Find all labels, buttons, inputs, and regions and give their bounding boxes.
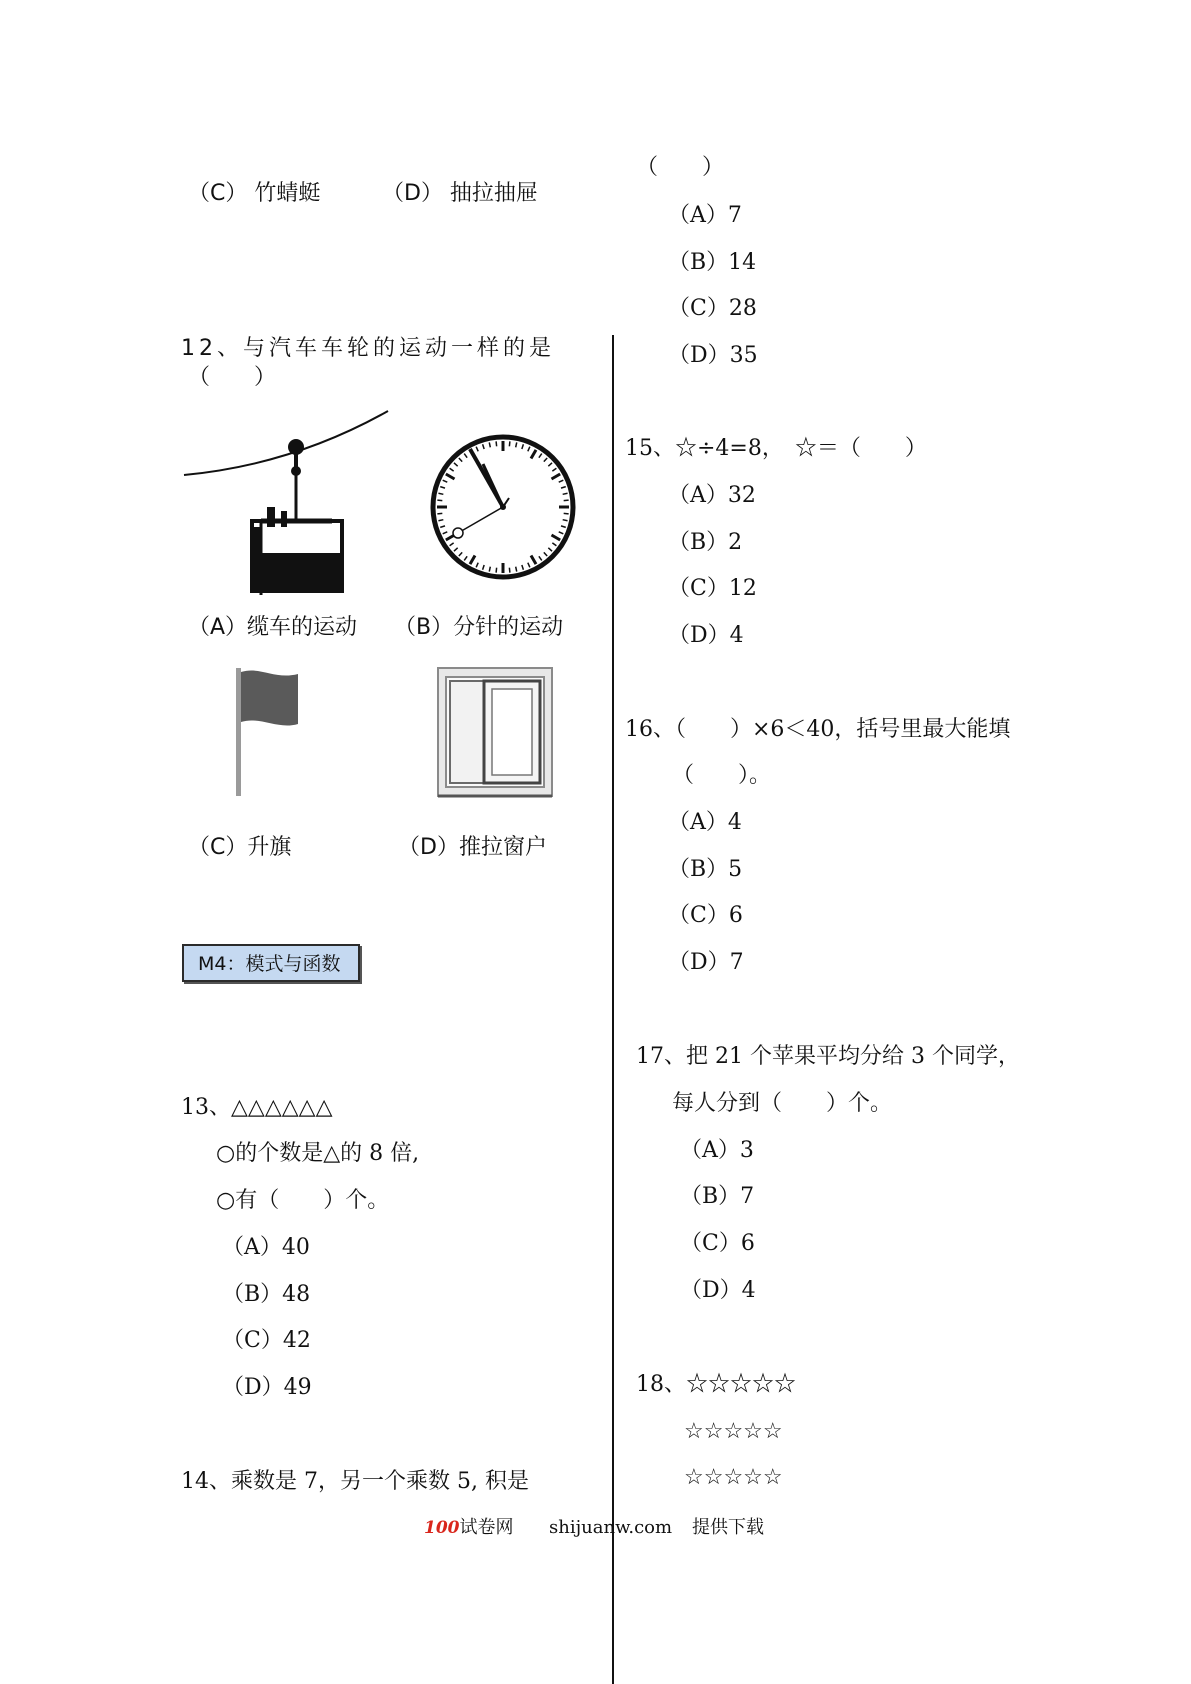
clock-tick — [438, 493, 443, 494]
q16-option-a: （A）4 — [668, 810, 742, 835]
q16-option-d: （D）7 — [668, 950, 744, 975]
q14-option-d: （D）35 — [668, 343, 758, 368]
q13-line2: ○有（ ）个。 — [216, 1188, 390, 1213]
q12-option-b: （B）分针的运动 — [394, 615, 564, 640]
q15-option-a: （A）32 — [668, 483, 756, 508]
clock-tick — [438, 520, 443, 521]
clock-tick — [496, 441, 497, 446]
q16-line2: （ ）。 — [672, 763, 772, 788]
footer — [424, 1514, 514, 1542]
q13-line1: ○的个数是△的 8 倍, — [216, 1141, 420, 1166]
q12-answer-paren: （ ） — [188, 365, 277, 390]
q18-stem: 18、☆☆☆☆☆ — [636, 1372, 796, 1397]
flag-figure — [230, 664, 310, 799]
clock-tick — [496, 568, 497, 573]
footer-logo: 100 — [424, 1518, 460, 1538]
q16-option-c: （C）6 — [668, 903, 743, 928]
q17-option-a: （A）3 — [680, 1138, 754, 1163]
q12-option-a: （A）缆车的运动 — [188, 615, 358, 640]
q11-option-c: （C） 竹蜻蜓 — [188, 181, 321, 206]
q18-row-3: ☆☆☆☆☆ — [684, 1465, 783, 1490]
q14-answer-paren: （ ） — [636, 155, 725, 180]
footer-url: shijuanw.com — [549, 1517, 673, 1538]
clock-tick — [509, 441, 510, 446]
cable-car-figure — [182, 405, 392, 595]
clock-tick — [563, 520, 568, 521]
q14-stem: 14、乘数是 7，另一个乘数 5, 积是 — [181, 1469, 529, 1494]
footer-site: 试卷网 — [459, 1517, 514, 1538]
q13-option-c: （C）42 — [222, 1328, 311, 1353]
q12-option-d: （D）推拉窗户 — [398, 835, 547, 860]
q15-stem: 15、☆÷4=8， ☆＝（ ） — [625, 436, 927, 461]
clock-tick — [437, 500, 442, 501]
section-label: M4：模式与函数 — [198, 953, 341, 975]
q12-stem: 12、与汽车车轮的运动一样的是 — [181, 336, 555, 361]
q15-option-d: （D）4 — [668, 623, 744, 648]
q17-line2: 每人分到（ ）个。 — [672, 1091, 893, 1116]
clock-figure — [428, 432, 578, 582]
clock-tick — [516, 442, 517, 447]
q17-option-b: （B）7 — [680, 1184, 755, 1209]
q14-option-a: （A）7 — [668, 203, 742, 228]
clock-tick — [437, 513, 442, 514]
q14-option-b: （B）14 — [668, 250, 757, 275]
q17-stem: 17、把 21 个苹果平均分给 3 个同学， — [636, 1044, 1020, 1069]
footer-tail: 提供下载 — [692, 1517, 764, 1538]
clock-tick — [489, 567, 490, 572]
clock-tick — [509, 568, 510, 573]
q15-option-c: （C）12 — [668, 576, 757, 601]
clock-tick — [564, 500, 569, 501]
q13-option-d: （D）49 — [222, 1375, 312, 1400]
q12-option-c: （C）升旗 — [188, 835, 292, 860]
clock-tick — [563, 493, 568, 494]
sliding-window-figure — [436, 665, 556, 800]
q16-stem: 16、（ ）×6＜40，括号里最大能填 — [625, 717, 1011, 742]
clock-tick — [516, 567, 517, 572]
q15-option-b: （B）2 — [668, 530, 743, 555]
q16-option-b: （B）5 — [668, 857, 743, 882]
q13-option-b: （B）48 — [222, 1282, 311, 1307]
clock-tick — [564, 513, 569, 514]
column-divider — [612, 335, 614, 1684]
q13-option-a: （A）40 — [222, 1235, 310, 1260]
q14-option-c: （C）28 — [668, 296, 757, 321]
clock-tick — [489, 442, 490, 447]
section-label-box — [182, 944, 360, 982]
q17-option-d: （D）4 — [680, 1278, 756, 1303]
q17-option-c: （C）6 — [680, 1231, 755, 1256]
q13-stem: 13、△△△△△△ — [181, 1095, 333, 1120]
q18-row-2: ☆☆☆☆☆ — [684, 1419, 783, 1444]
q11-option-d: （D） 抽拉抽屉 — [382, 181, 538, 206]
